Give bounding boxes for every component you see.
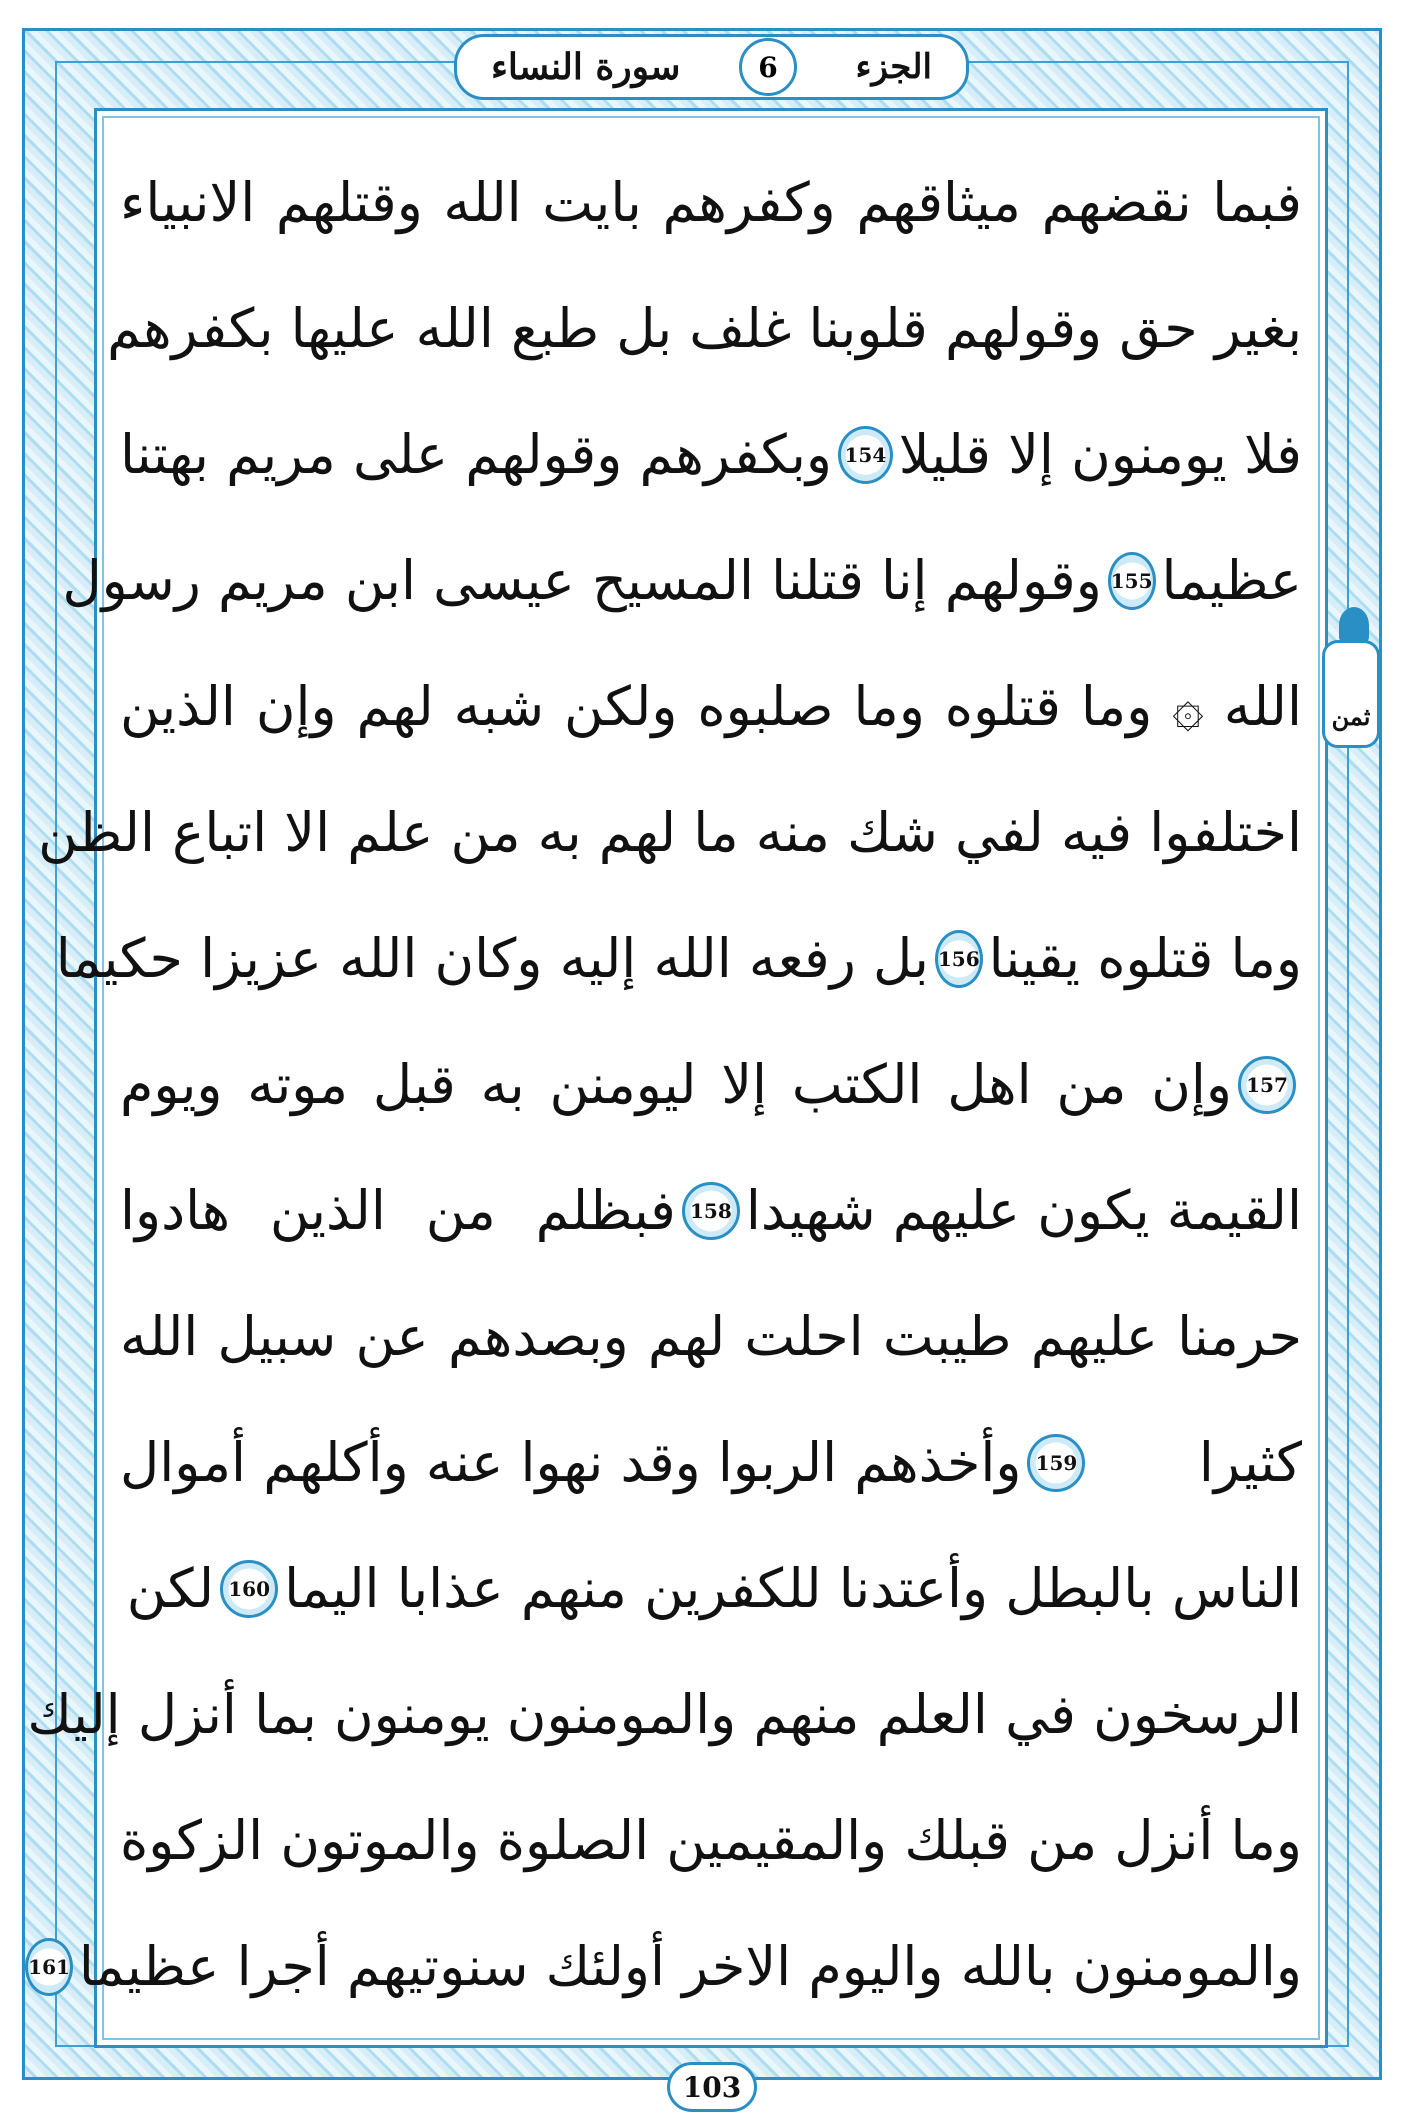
line-text-after-ayah: وإن من اهل الكتب إلا ليومنن به قبل موته ويوم	[120, 1053, 1232, 1116]
ayah-number-marker: 154	[838, 426, 893, 484]
surah-name: سورة النساء	[491, 46, 681, 88]
text-line	[120, 392, 1302, 518]
line-text-before-ayah: القيمة يكون عليهم شهيدا	[745, 1179, 1302, 1242]
text-line	[120, 1400, 1302, 1526]
line-text: الرسخون في العلم منهم والمومنون يومنون بما أنزل إليك	[27, 1683, 1302, 1746]
ayah-number-marker: 160	[220, 1560, 278, 1618]
text-line	[120, 1022, 1302, 1148]
line-text-after-ayah: وبكفرهم وقولهم على مريم بهتنا	[120, 423, 832, 486]
line-text-after-ayah: لكن	[126, 1557, 215, 1620]
line-text-after-ayah: وقولهم إنا قتلنا المسيح عيسى ابن مريم رسول	[62, 549, 1102, 612]
line-text-before-ayah: كثيرا	[1198, 1431, 1302, 1494]
juz-label: الجزء	[855, 47, 932, 87]
text-line	[120, 1148, 1302, 1274]
line-text-before-ayah: وما قتلوه يقينا	[988, 927, 1302, 990]
line-text-before-ayah: والمومنون بالله واليوم الاخر أولئك سنوتيهم أجرا عظيما	[78, 1935, 1302, 1998]
text-line	[120, 1778, 1302, 1904]
line-text: الله ۞ وما قتلوه وما صلبوه ولكن شبه لهم وإن الذين	[120, 675, 1302, 738]
verse-text-block	[27, 140, 1302, 2030]
text-line	[120, 1526, 1302, 1652]
ayah-number-marker: 157	[1238, 1056, 1296, 1114]
line-text-before-ayah: عظيما	[1161, 549, 1302, 612]
ayah-number-marker: 158	[682, 1182, 740, 1240]
page-header	[454, 34, 969, 100]
juz-number-badge: 6	[739, 38, 797, 96]
line-text: اختلفوا فيه لفي شك منه ما لهم به من علم الا اتباع الظن	[38, 801, 1302, 864]
eighth-marker	[1322, 640, 1380, 748]
text-line	[38, 770, 1302, 896]
text-line	[107, 266, 1302, 392]
line-text: فبما نقضهم ميثاقهم وكفرهم بايت الله وقتلهم الانبياء	[120, 171, 1302, 234]
line-text: وما أنزل من قبلك والمقيمين الصلوة والموتون الزكوة	[120, 1809, 1302, 1872]
ayah-number-marker: 156	[935, 930, 983, 988]
line-text-before-ayah: الناس بالبطل وأعتدنا للكفرين منهم عذابا اليما	[284, 1557, 1302, 1620]
text-line	[27, 1652, 1302, 1778]
text-line	[120, 1274, 1302, 1400]
text-line	[120, 644, 1302, 770]
eighth-marker-label: ثمن	[1331, 702, 1371, 731]
line-text-after-ayah: بل رفعه الله إليه وكان الله عزيزا حكيما	[55, 927, 929, 990]
marker-ornament-icon	[1339, 607, 1369, 643]
ayah-number-marker: 161	[25, 1938, 73, 1996]
line-text-after-ayah: وأخذهم الربوا وقد نهوا عنه وأكلهم أموال	[120, 1431, 1022, 1494]
page-number: 103	[667, 2062, 757, 2112]
text-line	[120, 140, 1302, 266]
line-text: حرمنا عليهم طيبت احلت لهم وبصدهم عن سبيل الله	[120, 1305, 1302, 1368]
text-line	[62, 518, 1302, 644]
text-line	[55, 896, 1302, 1022]
ayah-number-marker: 155	[1108, 552, 1156, 610]
text-line	[28, 1904, 1302, 2030]
ayah-number-marker: 159	[1027, 1434, 1085, 1492]
line-text-before-ayah: فلا يومنون إلا قليلا	[898, 423, 1302, 486]
line-text-after-ayah: فبظلم من الذين هادوا	[120, 1179, 676, 1242]
line-text: بغير حق وقولهم قلوبنا غلف بل طبع الله عليها بكفرهم	[107, 297, 1302, 360]
